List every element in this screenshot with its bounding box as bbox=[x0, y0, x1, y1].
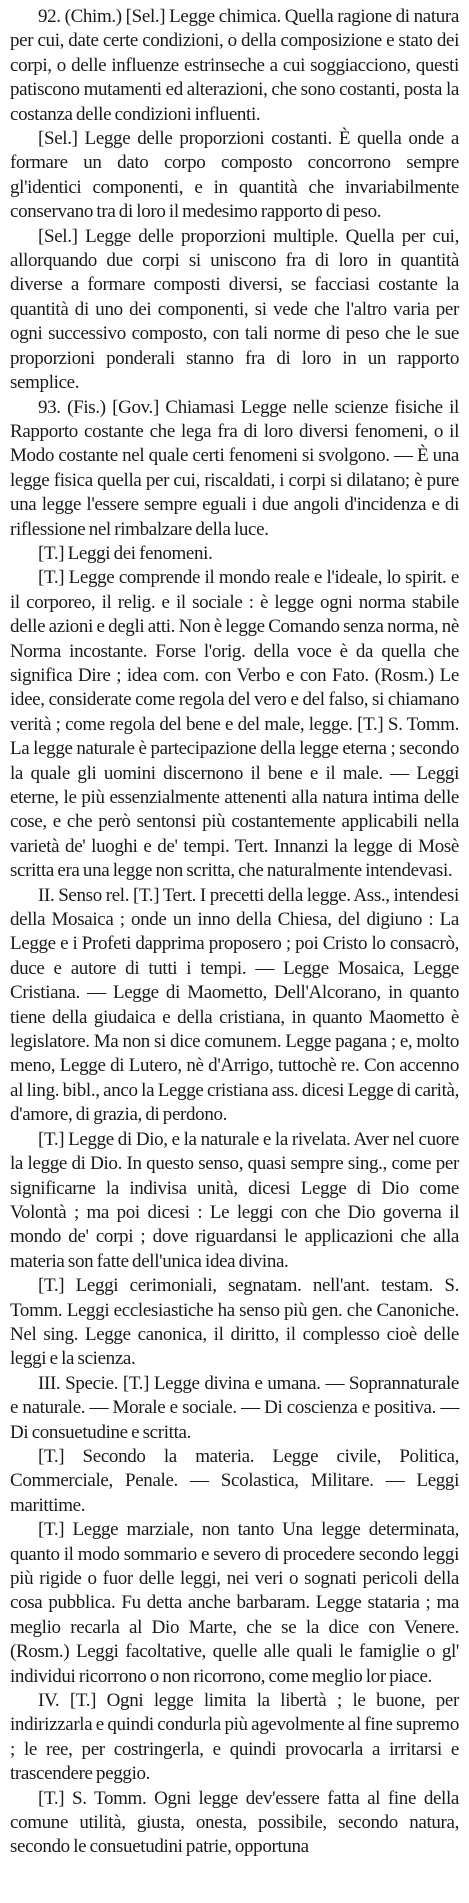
entry-iii-specie: III. Specie. [T.] Legge divina e umana. — Soprannaturale e naturale. — Morale e sociale. — Di coscienza e positiva. — Di consuetudine e scritta. bbox=[10, 1372, 459, 1443]
entry-legge-di-dio: [T.] Legge di Dio, e la naturale e la rivelata. Aver nel cuore la legge di Dio. In questo senso, quasi sempre sing., come per significarne la indivisa unità, dicesi Legge di Dio come Volontà ; ma poi dicesi : Le leggi con che Dio governa il mondo de' corpi ; dove riguardansi le applicazioni che alla materia son fatte dell'unica idea divina. bbox=[10, 1128, 459, 1272]
entry-iv-liberta: IV. [T.] Ogni legge limita la libertà ; le buone, per indirizzarla e quindi condurla più agevolmente al fine supremo ; le ree, per costringerla, e quindi provocarla a irritarsi e trascendere peggio. bbox=[10, 1690, 459, 1785]
entry-proporzioni-multiple: [Sel.] Legge delle proporzioni multiple. Quella per cui, allorquando due corpi si uniscono fra di loro in quantità diverse a formare composti diversi, se facciasi costante la quantità di uno dei componenti, si vede che l'altro varia per ogni successivo composto, con tali norme di peso che le sue proporzioni ponderali stanno fra di loro in un rapporto semplice. bbox=[10, 225, 459, 394]
entry-secondo-la-materia: [T.] Secondo la materia. Legge civile, Politica, Commerciale, Penale. — Scolastica, Militare. — Leggi marittime. bbox=[10, 1445, 459, 1516]
entry-leggi-cerimoniali: [T.] Leggi cerimoniali, segnatam. nell'ant. testam. S. Tomm. Leggi ecclesiastiche ha senso più gen. che Canoniche. Nel sing. Legge canonica, il diritto, il complesso cioè delle leggi e la scienza. bbox=[10, 1275, 459, 1370]
entry-ii-senso-rel: II. Senso rel. [T.] Tert. I precetti della legge. Ass., intendesi della Mosaica ; onde un inno della Chiesa, del digiuno : La Legge e i Profeti dapprima proposero ; poi Cristo lo consacrò, duce e autore di tutti i tempi. — Legge Mosaica, Legge Cristiana. — Legge di Maometto, Dell'Alcorano, in quanto tiene della giudaica e della cristiana, in quanto Maometto è legislatore. Ma non si dice comunem. Legge pagana ; e, molto meno, Legge di Lutero, nè d'Arrigo, tuttochè re. Con accenno al ling. bibl., anco la Legge cristiana ass. dicesi Legge di carità, d'amore, di grazia, di perdono. bbox=[10, 884, 459, 1126]
entry-proporzioni-costanti: [Sel.] Legge delle proporzioni costanti. È quella onde a formare un dato corpo composto concorrono sempre gl'identici componenti, e in quantità che invariabilmente conservano tra di loro il medesimo rapporto di peso. bbox=[10, 128, 459, 223]
entry-93-legge-fisica: 93. (Fis.) [Gov.] Chiamasi Legge nelle scienze fisiche il Rapporto costante che lega fra di loro diversi fenomeni, o il Modo costante nel quale certi fenomeni si svolgono. — È una legge fisica quella per cui, riscaldati, i corpi si dilatano; è pure una legge l'essere sempre eguali i due angoli d'incidenza e di riflessione nel rimbalzare della luce. bbox=[10, 396, 459, 540]
entry-legge-generale: [T.] Legge comprende il mondo reale e l'ideale, lo spirit. e il corporeo, il relig. e il sociale : è legge ogni norma stabile delle azioni e degli atti. Non è legge Comando senza norma, nè Norma incostante. Forse l'orig. della voce è da quella che significa Dire ; idea com. con Verbo e con Fato. (Rosm.) Le idee, considerate come regola del vero e del falso, si chiamano verità ; come regola del bene e del male, legge. [T.] S. Tomm. La legge naturale è partecipazione della legge eterna ; secondo la quale gli uomini discernono il bene e il male. — Leggi eterne, le più essenzialmente attenenti alla natura intima delle cose, e che però sentonsi più costantemente applicabili nella varietà de' luoghi e de' tempi. Tert. Innanzi la legge di Mosè scritta era una legge non scritta, che naturalmente intendevasi. bbox=[10, 567, 459, 882]
entry-s-tomm-utilita: [T.] S. Tomm. Ogni legge dev'essere fatta al fine della comune utilità, giusta, onesta, possibile, secondo natura, secondo le consuetudini patrie, opportuna bbox=[10, 1787, 459, 1858]
entry-92-legge-chimica: 92. (Chim.) [Sel.] Legge chimica. Quella ragione di natura per cui, date certe condizioni, o della composizione e stato dei corpi, o delle influenze estrinseche a cui soggiacciono, questi patiscono mutamenti ed alterazioni, che sono costanti, posta la costanza delle condizioni influenti. bbox=[10, 6, 459, 125]
entry-legge-marziale: [T.] Legge marziale, non tanto Una legge determinata, quanto il modo sommario e severo di procedere secondo leggi più rigide o fuor delle leggi, nei veri o sognati pericoli della cosa pubblica. Fu detta anche barbaram. Legge stataria ; ma meglio recarla al Dio Marte, che se la dice con Venere. (Rosm.) Leggi facoltative, quelle alle quali le famiglie o gl' individui ricorrono o non ricorrono, come meglio lor piace. bbox=[10, 1519, 459, 1687]
entry-leggi-dei-fenomeni: [T.] Leggi dei fenomeni. bbox=[38, 542, 213, 564]
